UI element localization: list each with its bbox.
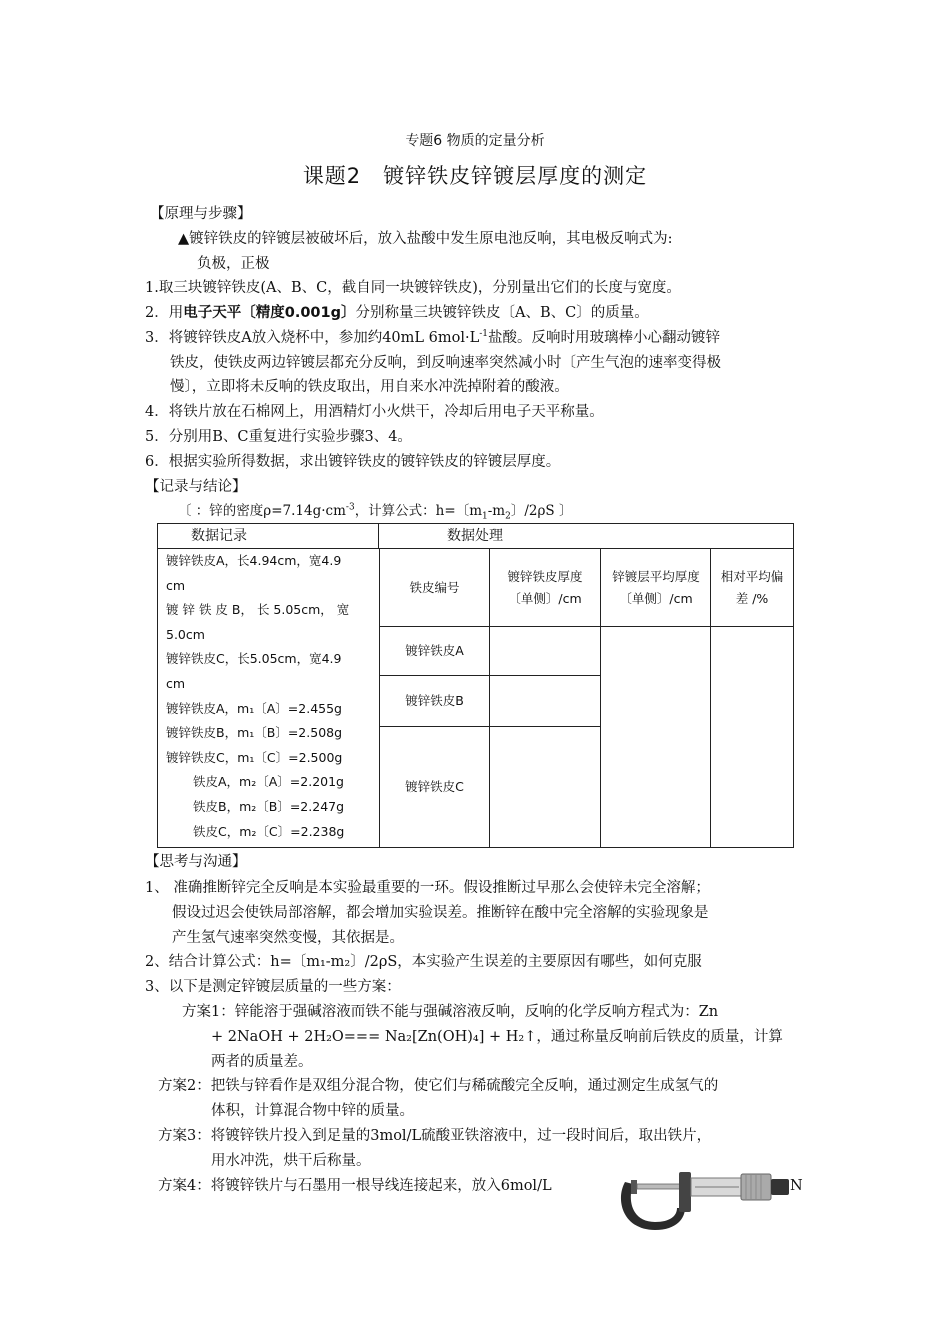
principle-electrodes: 负极，正极 [197, 256, 270, 272]
formula-sub-1: 1 [482, 511, 488, 522]
discussion-heading: 【思考与沟通】 [145, 854, 247, 870]
question-1-line-1: 1、 准确推断锌完全反响是本实验最重要的一环。假设推断过早那么会使锌未完全溶解； [145, 880, 710, 896]
table-vline-4 [710, 549, 711, 847]
header-sheet-id: 铁皮编号 [409, 579, 460, 595]
formula-sup: -3 [345, 502, 355, 513]
record-line: 铁皮A，m₂〔A〕=2.201g [193, 774, 344, 790]
formula-end: 〕/2ρS 〕 [510, 503, 573, 519]
question-1-line-2: 假设过迟会使铁局部溶解，都会增加实验误差。推断锌在酸中完全溶解的实验现象是 [172, 905, 709, 921]
record-line: 镀 锌 铁 皮 B， 长 5.05cm， 宽 [166, 602, 350, 618]
data-table [157, 523, 794, 848]
plan-1-line-3: 两者的质量差。 [211, 1054, 313, 1070]
record-line: cm [166, 577, 186, 593]
col-process-header: 数据处理 [447, 528, 503, 544]
chapter-subtitle: 专题6 物质的定量分析 [405, 133, 545, 149]
question-3: 3、以下是测定锌镀层质量的一些方案： [145, 979, 401, 995]
step-3-sup: -1 [479, 329, 488, 340]
col-record-header: 数据记录 [191, 528, 247, 544]
step-3-text-end: 盐酸。反响时用玻璃棒小心翻动镀锌 [488, 330, 720, 346]
question-1-line-3: 产生氢气速率突然变慢，其依据是。 [172, 930, 404, 946]
plan-3-line-2: 用水冲洗，烘干后称量。 [211, 1153, 371, 1169]
table-body [157, 548, 794, 848]
step-4: 4．将铁片放在石棉网上，用酒精灯小火烘干，冷却后用电子天平称量。 [145, 404, 604, 420]
record-line: 镀锌铁皮C，m₁〔C〕=2.500g [166, 749, 343, 765]
plan-3-line-1: 方案3：将镀锌铁片投入到足量的3mol/L硫酸亚铁溶液中，过一段时间后，取出铁片， [158, 1128, 712, 1144]
plan-2-line-1: 方案2：把铁与锌看作是双组分混合物，使它们与稀硫酸完全反响，通过测定生成氢气的 [158, 1078, 719, 1094]
formula-dash: -m [487, 503, 506, 519]
row-label-a: 镀锌铁皮A [405, 643, 464, 658]
record-line: 镀锌铁皮B，m₁〔B〕=2.508g [166, 725, 343, 741]
plan-1-line-1: 方案1：锌能溶于强碱溶液而铁不能与强碱溶液反响，反响的化学反响方程式为：Zn [182, 1004, 719, 1020]
table-top-divider [378, 523, 379, 548]
table-top-border [157, 523, 794, 548]
record-line: 镀锌铁皮A，长4.94cm，宽4.9 [166, 553, 342, 568]
record-line: 5.0cm [166, 626, 205, 642]
row-label-c: 镀锌铁皮C [405, 779, 464, 794]
step-2-bold: 电子天平〔精度0.001g〕 [183, 305, 356, 321]
plan-4-line-1: 方案4：将镀锌铁片与石墨用一根导线连接起来，放入6mol/L [158, 1178, 552, 1194]
record-line: 镀锌铁皮A，m₁〔A〕=2.455g [166, 700, 342, 716]
header-thickness: 镀锌铁皮厚度〔单侧〕/cm [507, 568, 583, 606]
step-3-line-3: 慢〕，立即将未反响的铁皮取出，用自来水冲洗掉附着的酸液。 [170, 379, 569, 395]
principle-heading: 【原理与步骤】 [150, 206, 252, 222]
header-deviation: 相对平均偏差 /% [720, 568, 784, 606]
record-line: cm [166, 676, 186, 691]
plan-4-tail: N [790, 1178, 803, 1194]
formula-mid: ，计算公式：h=〔m [354, 503, 482, 519]
plan-1-line-2: + 2NaOH + 2H₂O=== Na₂[Zn(OH)₄] + H₂↑，通过称量反响前后铁皮的质量，计算 [211, 1029, 783, 1045]
step-1: 1.取三块镀锌铁皮(A、B、C，截自同一块镀锌铁皮)，分别量出它们的长度与宽度。 [145, 280, 681, 296]
step-5: 5．分别用B、C重复进行实验步骤3、4。 [145, 429, 412, 445]
step-2 [145, 301, 649, 325]
step-3-text: 3．将镀锌铁皮A放入烧杯中，参加约40mL 6mol·L [145, 330, 480, 346]
header-avg-thickness: 锌镀层平均厚度〔单侧〕/cm [612, 568, 700, 606]
record-line: 铁皮B，m₂〔B〕=2.247g [193, 799, 345, 814]
table-vline-3 [600, 549, 601, 847]
record-line: 铁皮C，m₂〔C〕=2.238g [193, 823, 345, 839]
step-2-pre: 2．用 [145, 305, 184, 321]
table-vline-2 [489, 549, 490, 847]
principle-intro: ▲镀锌铁皮的锌镀层被破坏后，放入盐酸中发生原电池反响，其电极反响式为: [178, 231, 673, 247]
question-2: 2、结合计算公式：h=〔m₁-m₂〕/2ρS，本实验产生误差的主要原因有哪些，如何克服 [145, 954, 702, 970]
step-2-post: 分别称量三块镀锌铁皮〔A、B、C〕的质量。 [355, 305, 649, 321]
row-label-b: 镀锌铁皮B [405, 693, 464, 708]
record-line: 镀锌铁皮C，长5.05cm，宽4.9 [166, 651, 342, 667]
formula-sub-2: 2 [505, 511, 511, 522]
formula-line [178, 499, 572, 523]
record-heading: 【记录与结论】 [145, 479, 247, 495]
page-title: 课题2 镀锌铁皮锌镀层厚度的测定 [302, 164, 648, 188]
micrometer-icon [615, 1160, 795, 1235]
step-3-line-2: 铁皮，使铁皮两边锌镀层都充分反响，到反响速率突然减小时〔产生气泡的速率变得极 [170, 355, 721, 371]
step-3-line-1 [145, 326, 720, 350]
plan-2-line-2: 体积，计算混合物中锌的质量。 [211, 1103, 414, 1119]
step-6: 6．根据实验所得数据，求出镀锌铁皮的镀锌铁皮的锌镀层厚度。 [145, 454, 561, 470]
formula-pre: 〔 ：锌的密度ρ=7.14g·cm [178, 503, 346, 519]
